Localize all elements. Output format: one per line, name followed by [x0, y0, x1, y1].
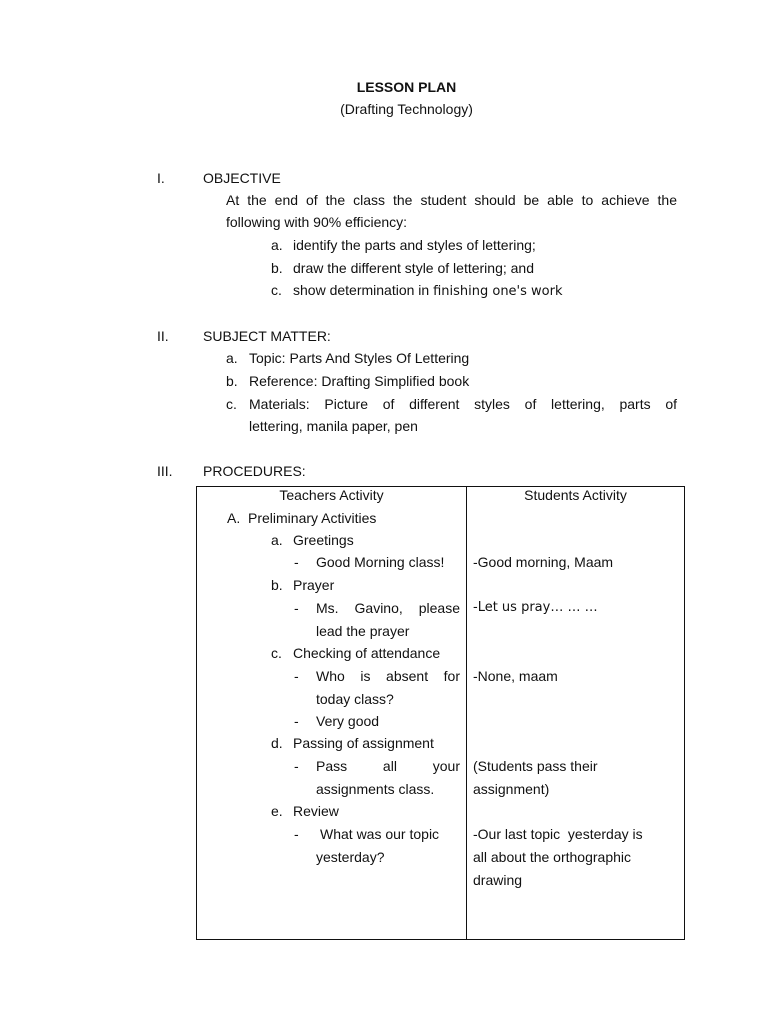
attendance-dash-2: -	[294, 713, 299, 729]
prayer-teacher-line1: Ms. Gavino, please	[316, 600, 460, 616]
subject-matter-heading: SUBJECT MATTER:	[203, 328, 331, 344]
subject-item-c: Materials: Picture of different styles of lettering, parts of	[249, 396, 677, 412]
review-title: Review	[293, 803, 339, 819]
objective-item-a: identify the parts and styles of lettering;	[293, 237, 536, 253]
greetings-title: Greetings	[293, 532, 354, 548]
objective-heading: OBJECTIVE	[203, 170, 281, 186]
objective-item-c-marker: c.	[271, 282, 282, 298]
document-title: LESSON PLAN	[356, 79, 457, 95]
objective-intro-line2: following with 90% efficiency:	[226, 214, 408, 230]
subject-item-a: Topic: Parts And Styles Of Lettering	[249, 350, 470, 366]
review-student-line3: drawing	[473, 872, 523, 888]
greetings-dash: -	[294, 554, 299, 570]
objective-item-a-marker: a.	[271, 237, 283, 253]
objective-item-c	[293, 281, 563, 301]
review-student-line1: -Our last topic yesterday is	[473, 826, 643, 842]
review-marker: e.	[271, 803, 283, 819]
table-section-title: Preliminary Activities	[248, 510, 377, 526]
col-header-teacher: Teachers Activity	[279, 487, 384, 503]
subject-item-a-marker: a.	[226, 350, 238, 366]
subject-item-c-line2: lettering, manila paper, pen	[249, 418, 418, 434]
attendance-dash-1: -	[294, 668, 299, 684]
prayer-marker: b.	[271, 577, 283, 593]
review-dash: -	[294, 826, 299, 842]
table-section-marker: A.	[227, 510, 241, 526]
objective-item-b: draw the different style of lettering; and	[293, 260, 534, 276]
objective-item-b-marker: b.	[271, 260, 283, 276]
attendance-teacher-line1: Who is absent for	[316, 668, 460, 684]
review-teacher-line2: yesterday?	[316, 849, 385, 865]
prayer-teacher-line2: lead the prayer	[316, 623, 410, 639]
section-numeral-3: III.	[157, 463, 173, 479]
assignment-student-line2: assignment)	[473, 781, 550, 797]
prayer-title: Prayer	[293, 577, 335, 593]
greetings-teacher: Good Morning class!	[316, 554, 445, 570]
document-subtitle: (Drafting Technology)	[340, 101, 473, 117]
col-header-student: Students Activity	[524, 487, 627, 503]
attendance-marker: c.	[271, 645, 282, 661]
subject-item-b: Reference: Drafting Simplified book	[249, 373, 470, 389]
review-teacher-line1: What was our topic	[320, 826, 440, 842]
attendance-teacher-followup: Very good	[316, 713, 380, 729]
assignment-teacher-line2: assignments class.	[316, 781, 435, 797]
objective-intro-line1: At the end of the class the student should be able to achieve the	[226, 192, 677, 208]
attendance-teacher-line2: today class?	[316, 691, 394, 707]
section-numeral-2: II.	[157, 328, 169, 344]
subject-item-b-marker: b.	[226, 373, 238, 389]
objective-item-c-text: show determination in	[293, 282, 430, 298]
section-numeral-1: I.	[157, 170, 165, 186]
objective-item-c-tail: finishing one's work	[433, 284, 563, 299]
attendance-student: -None, maam	[473, 668, 558, 684]
assignment-marker: d.	[271, 735, 283, 751]
subject-item-c-marker: c.	[226, 396, 237, 412]
review-student-line2: all about the orthographic	[473, 849, 631, 865]
prayer-student: -Let us pray… … …	[473, 600, 598, 615]
procedures-heading: PROCEDURES:	[203, 463, 306, 479]
prayer-dash: -	[294, 600, 299, 616]
assignment-teacher-line1: Pass all your	[316, 758, 460, 774]
assignment-title: Passing of assignment	[293, 735, 434, 751]
attendance-title: Checking of attendance	[293, 645, 441, 661]
assignment-student-line1: (Students pass their	[473, 758, 598, 774]
greetings-student: -Good morning, Maam	[473, 554, 614, 570]
greetings-marker: a.	[271, 532, 283, 548]
assignment-dash: -	[294, 758, 299, 774]
table-column-divider	[466, 486, 467, 940]
